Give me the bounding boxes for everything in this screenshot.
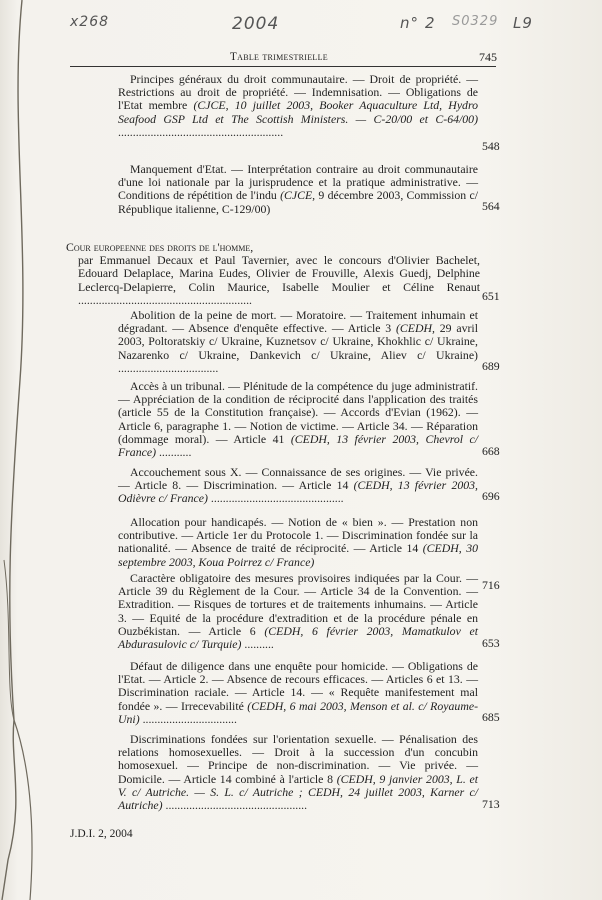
entry-allocation-handicapes: Allocation pour handicapés. — Notion de « bien ». — Prestation non contributive. — Article 1er du Protocole 1. — Discrimination fondée sur la nationalité. — Absence de traité de réciprocité. — Article 14 (CEDH, 30 septembre 2003, Koua Poirrez c/ France) — [118, 515, 478, 569]
entry-page-number: 689 — [482, 359, 500, 373]
entry-page-number: 548 — [482, 139, 500, 153]
running-title: Table trimestrielle — [230, 51, 328, 63]
entry-mesures-provisoires: Caractère obligatoire des mesures provisoires indiquées par la Cour. — Article 39 du Règlement de la Cour. — Article 34 de la Convention. — Extradition. — Risques de tortures et de traitements inhumains. — Article 3. — Equité de la procédure d'extradition et de la procédure pénale en Ouzbékistan. — Article 6 (CEDH, 6 février 2003, Mamatkulov et Abdurasulovic c/ Turquie) .......... — [118, 571, 478, 652]
entry-abolition-peine-de-mort: Abolition de la peine de mort. — Moratoire. — Traitement inhumain et dégradant. — Absence d'enquête effective. — Article 3 (CEDH, 29 avril 2003, Poltoratskiy c/ Ukraine, Kuznetsov c/ Ukraine, Khokhlic c/ Ukraine, Nazarenko c/ Ukraine, Dankevich c/ Ukraine, Aliev c/ Ukraine) .................................. — [118, 308, 478, 375]
handwritten-abbrev: n° — [400, 14, 420, 32]
entry-page-number: 564 — [482, 199, 500, 213]
entry-page-number: 668 — [482, 444, 500, 458]
handwritten-note-left: x268 — [70, 14, 110, 30]
handwritten-faint-code: S0329 — [452, 14, 499, 29]
entry-page-number: 685 — [482, 710, 500, 724]
binding-string — [0, 0, 40, 900]
entry-cjce-commission: Manquement d'Etat. — Interprétation contraire au droit communautaire d'une loi nationale par la jurisprudence et la pratique administrative. — Conditions de répétition de l'indu (CJCE, 9 décembre 2003, Commission c/ République italienne, C-129/00) — [118, 162, 478, 216]
entry-page-number: 696 — [482, 489, 500, 503]
court-title: Cour europeenne des droits de l'homme, — [66, 240, 254, 254]
entry-defaut-diligence: Défaut de diligence dans une enquête pour homicide. — Obligations de l'Etat. — Article 2. — Absence de recours efficaces. — Articles 6 et 13. — Discrimination raciale. — Article 14. — « Requête manifestement mal fondée ». — Irrecevabilité (CEDH, 6 mai 2003, Menson et al. c/ Royaume-Uni) ................................ — [118, 659, 478, 726]
entry-cjce-booker: Principes généraux du droit communautaire. — Droit de propriété. — Restrictions au droit de propriété. — Indemnisation. — Obligations de l'Etat membre (CJCE, 10 juillet 2003, Booker Aquaculture Ltd, Hydro Seafood GSP Ltd et The Scottish Ministers. — C-20/00 et C-64/00) ........................................................ — [118, 72, 479, 139]
entry-acces-tribunal: Accès à un tribunal. — Plénitude de la compétence du juge administratif. — Appréciation de la condition de réciprocité dans l'application des traités (article 55 de la Constitution française). — Accords d'Evian (1962). — Article 6, paragraphe 1. — Notion de victime. — Article 34. — Réparation (dommage moral). — Article 41 (CEDH, 13 février 2003, Chevrol c/ France) ........... — [118, 379, 478, 460]
header-rule — [70, 66, 496, 67]
court-page-number: 651 — [482, 289, 500, 303]
journal-footer: J.D.I. 2, 2004 — [70, 828, 133, 840]
entry-page-number: 713 — [482, 797, 500, 811]
court-contributors: par Emmanuel Decaux et Paul Tavernier, avec le concours d'Olivier Bachelet, Edouard Delaplace, Marina Eudes, Olivier de Frouville, Alexis Guedj, Delphine Leclercq-Delapierre, Colin Maurice, Isabelle Moulier et Céline Renaut ........................................................... — [78, 253, 480, 307]
entry-page-number: 653 — [482, 636, 500, 650]
entry-accouchement-sous-x: Accouchement sous X. — Connaissance de ses origines. — Vie privée. — Article 8. — Discrimination. — Article 14 (CEDH, 13 février 2003, Odièvre c/ France) ............................................. — [118, 465, 478, 506]
handwritten-number: 2 — [425, 14, 436, 32]
court-section-heading — [66, 241, 480, 307]
page-number: 745 — [479, 50, 497, 64]
handwritten-year: 2004 — [232, 14, 280, 34]
entry-orientation-sexuelle: Discriminations fondées sur l'orientation sexuelle. — Pénalisation des relations homosexuelles. — Droit à la succession d'un concubin homosexuel. — Principe de non-discrimination. — Vie privée. — Domicile. — Article 14 combiné à l'article 8 (CEDH, 9 janvier 2003, L. et V. c/ Autriche. — S. L. c/ Autriche ; CEDH, 24 juillet 2003, Karner c/ Autriche) ................................................ — [118, 732, 479, 813]
handwritten-code-right: L9 — [513, 14, 533, 32]
entry-page-number: 716 — [482, 578, 500, 592]
